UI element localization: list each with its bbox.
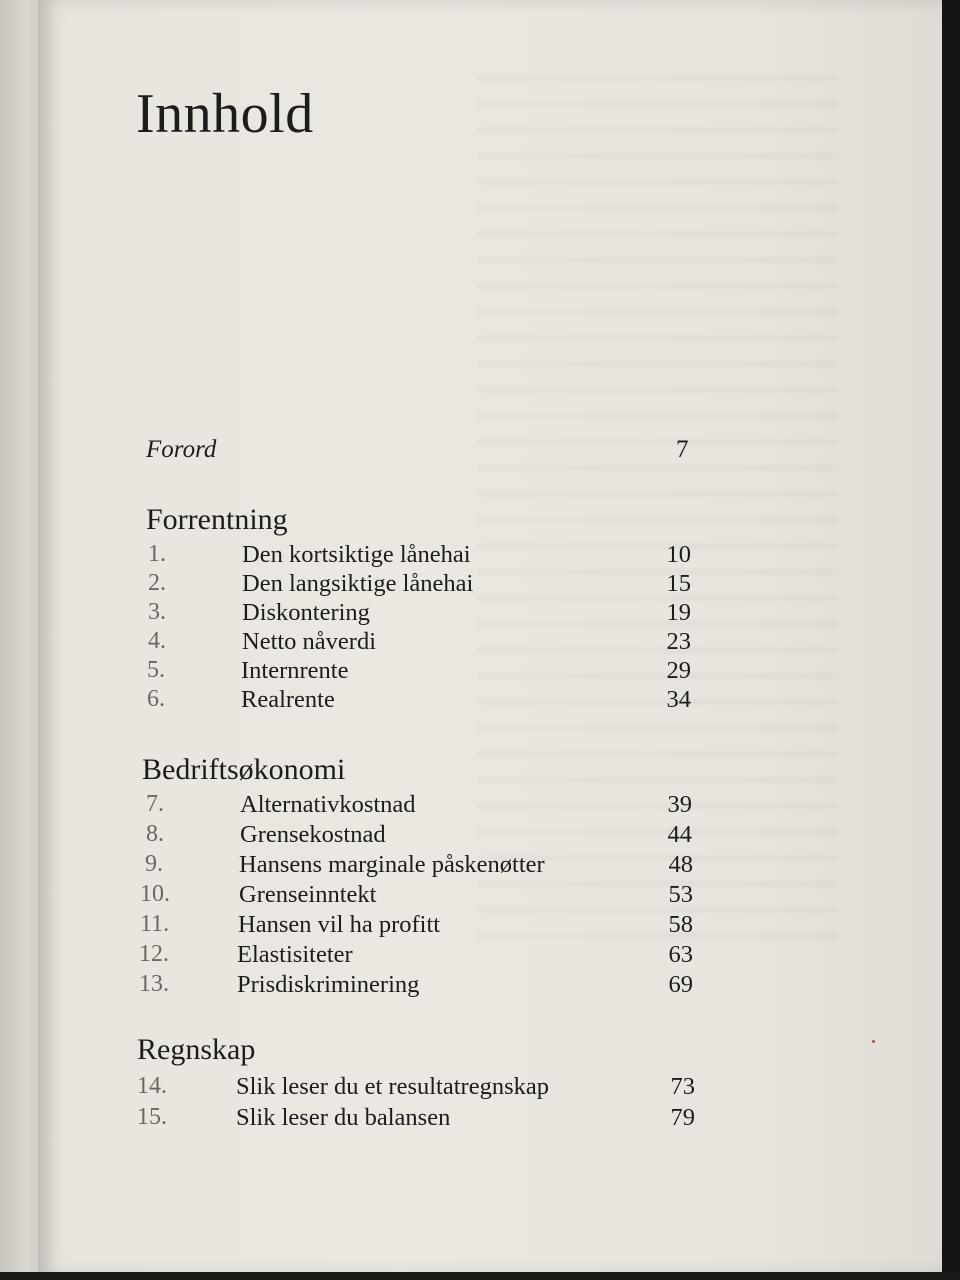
entry-number: 11. [140, 911, 170, 937]
toc-entry [0, 1073, 900, 1102]
entry-number: 12. [139, 941, 169, 967]
toc-entry [0, 941, 900, 970]
entry-number: 6. [147, 686, 165, 712]
entry-number: 3. [148, 599, 166, 625]
entry-title: Elastisiteter [237, 941, 353, 968]
toc-entry [0, 541, 900, 570]
entry-page-number: 53 [668, 881, 693, 908]
page-title: Innhold [136, 83, 314, 145]
entry-title: Hansen vil ha profitt [238, 911, 441, 938]
toc-entry [0, 881, 900, 910]
entry-number: 10. [140, 881, 170, 907]
toc-entry [0, 628, 900, 657]
entry-title: Alternativkostnad [240, 791, 416, 818]
toc-entry [0, 1104, 900, 1133]
section-heading-regnskap: Regnskap [137, 1033, 256, 1066]
entry-number: 2. [148, 570, 166, 596]
toc-entry [0, 686, 900, 715]
entry-title: Internrente [241, 657, 349, 684]
foreword-label: Forord [146, 436, 217, 463]
toc-entry [0, 851, 900, 880]
toc-entry [0, 821, 900, 850]
entry-page-number: 29 [666, 657, 691, 684]
entry-page-number: 69 [668, 971, 693, 998]
entry-title: Den langsiktige lånehai [242, 570, 474, 597]
toc-entry [0, 570, 900, 599]
entry-title: Grenseinntekt [239, 881, 377, 908]
entry-page-number: 10 [666, 541, 691, 568]
toc-entry [0, 971, 900, 1000]
entry-title: Den kortsiktige lånehai [242, 541, 471, 568]
paper-speck [872, 1040, 875, 1043]
entry-page-number: 39 [667, 791, 692, 818]
entry-number: 13. [139, 971, 169, 997]
toc-entry [0, 657, 900, 686]
entry-page-number: 73 [670, 1073, 695, 1100]
entry-number: 4. [148, 628, 166, 654]
section-heading-bedriftsokonomi: Bedriftsøkonomi [142, 753, 346, 786]
entry-number: 15. [137, 1104, 167, 1130]
toc-entry [0, 599, 900, 628]
bottom-edge-shadow [0, 1272, 960, 1280]
entry-page-number: 48 [668, 851, 693, 878]
entry-page-number: 79 [670, 1104, 695, 1131]
entry-title: Realrente [241, 686, 335, 713]
entry-page-number: 44 [667, 821, 692, 848]
entry-title: Netto nåverdi [242, 628, 377, 655]
entry-page-number: 63 [668, 941, 693, 968]
entry-number: 8. [146, 821, 164, 847]
toc-entry [0, 911, 900, 940]
page-edge-shadow [942, 0, 960, 1280]
entry-title: Diskontering [242, 599, 370, 626]
section-heading-forrentning: Forrentning [146, 503, 288, 536]
entry-page-number: 15 [666, 570, 691, 597]
entry-page-number: 19 [666, 599, 691, 626]
entry-title: Prisdiskriminering [237, 971, 420, 998]
foreword-page-number: 7 [676, 436, 689, 463]
entry-page-number: 23 [666, 628, 691, 655]
entry-title: Slik leser du balansen [236, 1104, 451, 1131]
entry-number: 9. [145, 851, 163, 877]
entry-page-number: 34 [666, 686, 691, 713]
entry-number: 5. [147, 657, 165, 683]
entry-number: 7. [146, 791, 164, 817]
entry-title: Hansens marginale påskenøtter [239, 851, 545, 878]
entry-number: 1. [148, 541, 166, 567]
entry-number: 14. [137, 1073, 167, 1099]
entry-title: Slik leser du et resultatregnskap [236, 1073, 549, 1100]
entry-page-number: 58 [668, 911, 693, 938]
toc-entry [0, 791, 900, 820]
entry-title: Grensekostnad [240, 821, 386, 848]
